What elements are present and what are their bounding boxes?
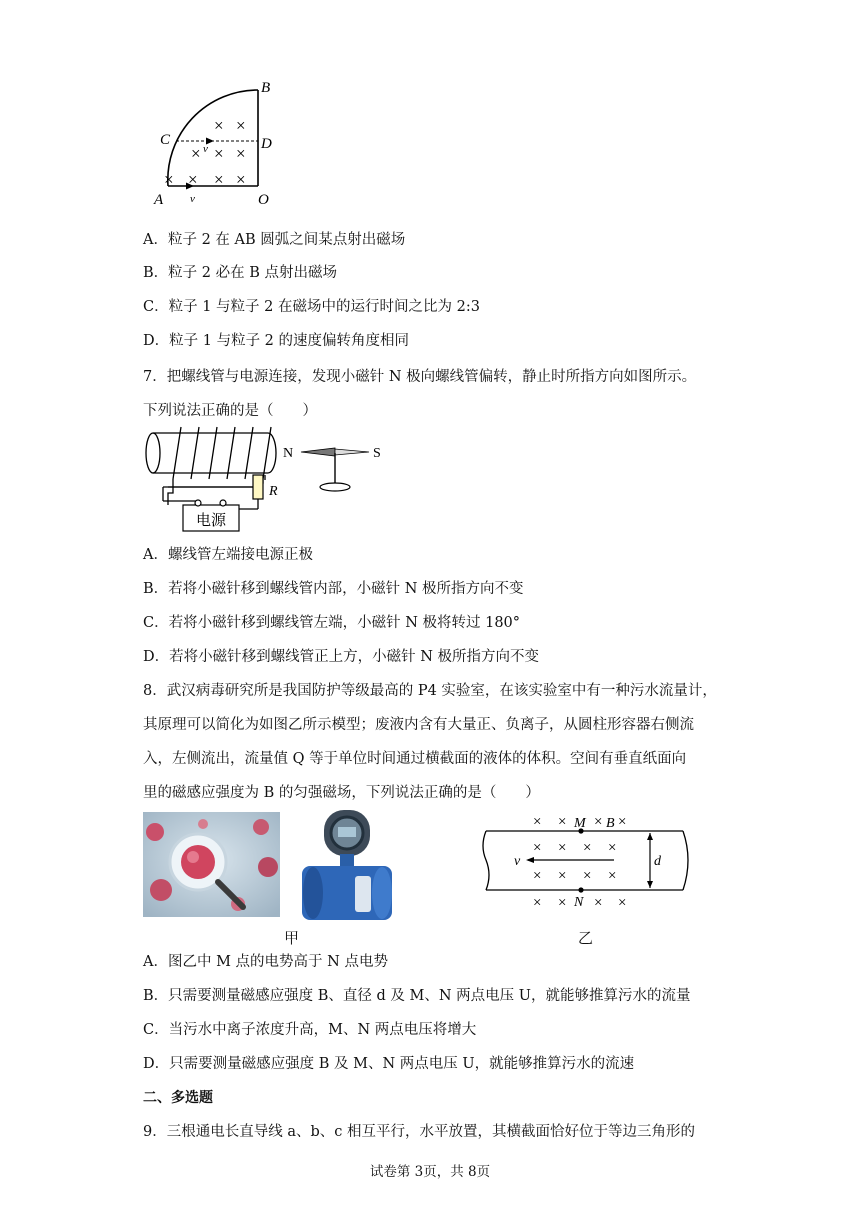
cross-mark: × xyxy=(533,895,542,911)
label-B-field: B xyxy=(606,816,615,831)
label-v-upper: v xyxy=(203,143,208,155)
label-A: A xyxy=(154,192,164,208)
compass-S-label: S xyxy=(373,446,381,461)
label-D: D xyxy=(261,136,272,152)
figure-jia-label: 甲 xyxy=(284,929,300,947)
q8-option-a: A．图乙中 M 点的电势高于 N 点电势 xyxy=(143,954,388,970)
label-M: M xyxy=(574,816,586,831)
cross-mark: × xyxy=(214,170,224,189)
label-d: d xyxy=(654,854,661,869)
q6-option-b: B．粒子 2 必在 B 点射出磁场 xyxy=(143,265,337,281)
q8-stem-line3: 入，左侧流出，流量值 Q 等于单位时间通过横截面的液体的体积。空间有垂直纸面向 xyxy=(143,751,687,767)
q7-option-d: D．若将小磁针移到螺线管正上方，小磁针 N 极所指方向不变 xyxy=(143,649,540,665)
q6-option-a: A．粒子 2 在 AB 圆弧之间某点射出磁场 xyxy=(143,232,406,248)
q7-stem-line1: 7．把螺线管与电源连接，发现小磁针 N 极向螺线管偏转，静止时所指方向如图所示。 xyxy=(143,369,697,385)
q8-option-d: D．只需要测量磁感应强度 B 及 M、N 两点电压 U，就能够推算污水的流速 xyxy=(143,1056,635,1072)
cross-mark: × xyxy=(236,116,246,135)
cross-mark: × xyxy=(594,895,603,911)
compass-N-label: N xyxy=(283,446,294,461)
cross-mark: × xyxy=(191,144,201,163)
q8-stem-line2: 其原理可以简化为如图乙所示模型；废液内含有大量正、负离子，从圆柱形容器右侧流 xyxy=(143,717,694,733)
label-R: R xyxy=(269,484,278,499)
label-O: O xyxy=(258,192,269,208)
label-B: B xyxy=(261,80,271,96)
cross-mark: × xyxy=(214,144,224,163)
q8-stem-line4: 里的磁感应强度为 B 的匀强磁场，下列说法正确的是（ ） xyxy=(143,785,540,801)
power-label: 电源 xyxy=(196,513,227,529)
section-multiple-choice-heading: 二、多选题 xyxy=(143,1090,213,1106)
cross-mark: × xyxy=(583,868,592,884)
cross-mark: × xyxy=(594,814,603,830)
q9-stem-line1: 9．三根通电长直导线 a、b、c 相互平行，水平放置，其横截面恰好位于等边三角形的 xyxy=(143,1124,695,1140)
cross-mark: × xyxy=(164,170,174,189)
q8-option-c: C．当污水中离子浓度升高，M、N 两点电压将增大 xyxy=(143,1022,477,1038)
page-footer: 试卷第 3页，共 8页 xyxy=(369,1164,491,1180)
label-C: C xyxy=(160,132,171,148)
cross-mark: × xyxy=(583,840,592,856)
cross-mark: × xyxy=(188,170,198,189)
cross-mark: × xyxy=(558,868,567,884)
cross-mark: × xyxy=(618,895,627,911)
cross-mark: × xyxy=(236,170,246,189)
q6-option-d: D．粒子 1 与粒子 2 的速度偏转角度相同 xyxy=(143,333,410,349)
label-v-lower: v xyxy=(190,193,195,205)
q7-option-c: C．若将小磁针移到螺线管左端，小磁针 N 极将转过 180° xyxy=(143,615,521,631)
q7-option-a: A．螺线管左端接电源正极 xyxy=(143,547,313,563)
cross-mark: × xyxy=(618,814,627,830)
cross-mark: × xyxy=(236,144,246,163)
cross-mark: × xyxy=(558,814,567,830)
q8-option-b: B．只需要测量磁感应强度 B、直径 d 及 M、N 两点电压 U，就能够推算污水的流量 xyxy=(143,988,691,1004)
label-v-pipe: v xyxy=(514,854,521,869)
virus-image xyxy=(143,812,280,917)
q7-option-b: B．若将小磁针移到螺线管内部，小磁针 N 极所指方向不变 xyxy=(143,581,524,597)
q8-stem-line1: 8．武汉病毒研究所是我国防护等级最高的 P4 实验室，在该实验室中有一种污水流量计， xyxy=(143,683,717,699)
solenoid-compass-figure xyxy=(143,425,403,535)
cross-mark: × xyxy=(214,116,224,135)
pipe-field-figure xyxy=(478,808,698,920)
cross-mark: × xyxy=(533,868,542,884)
cross-mark: × xyxy=(533,814,542,830)
label-N-pipe: N xyxy=(574,895,584,910)
figure-yi-label: 乙 xyxy=(578,929,594,947)
cross-mark: × xyxy=(533,840,542,856)
cross-mark: × xyxy=(608,868,617,884)
q7-stem-line2: 下列说法正确的是（ ） xyxy=(143,403,317,419)
q6-option-c: C．粒子 1 与粒子 2 在磁场中的运行时间之比为 2:3 xyxy=(143,299,480,315)
cross-mark: × xyxy=(558,840,567,856)
cross-mark: × xyxy=(608,840,617,856)
cross-mark: × xyxy=(558,895,567,911)
flowmeter-image xyxy=(300,808,395,923)
quarter-circle-field-figure xyxy=(148,78,278,208)
